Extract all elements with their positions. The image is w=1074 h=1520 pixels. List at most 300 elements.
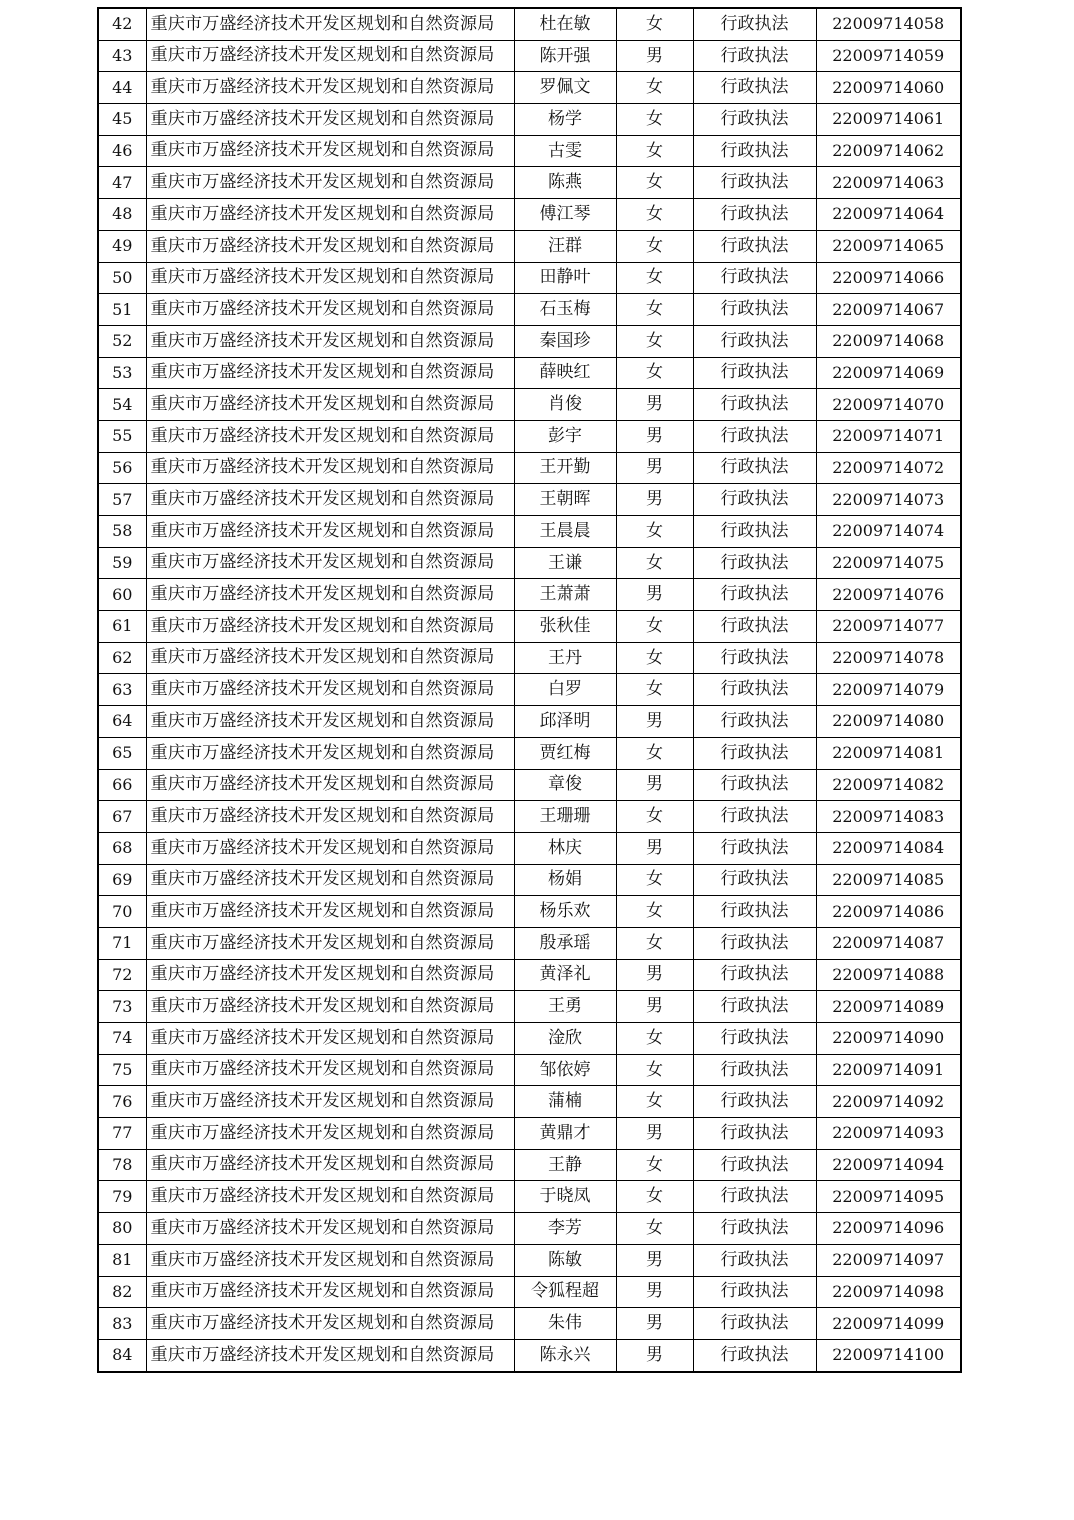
table-row <box>98 674 961 706</box>
exam-number-cell: 22009714070 <box>816 389 961 421</box>
gender-cell: 男 <box>616 484 693 516</box>
exam-number-cell: 22009714058 <box>816 8 961 40</box>
person-name-cell: 肖俊 <box>514 389 616 421</box>
position-category-cell: 行政执法 <box>693 72 816 104</box>
table-row <box>98 896 961 928</box>
gender-cell: 女 <box>616 325 693 357</box>
gender-cell: 女 <box>616 1181 693 1213</box>
table-row <box>98 1244 961 1276</box>
person-name-cell: 王开勤 <box>514 452 616 484</box>
gender-cell: 男 <box>616 959 693 991</box>
serial-number-cell: 72 <box>98 959 146 991</box>
serial-number-cell: 60 <box>98 579 146 611</box>
roster-body <box>98 8 961 1372</box>
table-row <box>98 1086 961 1118</box>
position-category-cell: 行政执法 <box>693 325 816 357</box>
serial-number-cell: 55 <box>98 420 146 452</box>
organization-cell: 重庆市万盛经济技术开发区规划和自然资源局 <box>146 1276 514 1308</box>
person-name-cell: 罗佩文 <box>514 72 616 104</box>
position-category-cell: 行政执法 <box>693 991 816 1023</box>
table-row <box>98 737 961 769</box>
serial-number-cell: 57 <box>98 484 146 516</box>
organization-cell: 重庆市万盛经济技术开发区规划和自然资源局 <box>146 389 514 421</box>
person-name-cell: 薛映红 <box>514 357 616 389</box>
exam-number-cell: 22009714099 <box>816 1308 961 1340</box>
person-name-cell: 王珊珊 <box>514 801 616 833</box>
exam-number-cell: 22009714078 <box>816 642 961 674</box>
organization-cell: 重庆市万盛经济技术开发区规划和自然资源局 <box>146 230 514 262</box>
table-row <box>98 959 961 991</box>
serial-number-cell: 64 <box>98 706 146 738</box>
position-category-cell: 行政执法 <box>693 579 816 611</box>
position-category-cell: 行政执法 <box>693 1181 816 1213</box>
position-category-cell: 行政执法 <box>693 1023 816 1055</box>
position-category-cell: 行政执法 <box>693 1118 816 1150</box>
position-category-cell: 行政执法 <box>693 1213 816 1245</box>
table-row <box>98 706 961 738</box>
person-name-cell: 汪群 <box>514 230 616 262</box>
gender-cell: 女 <box>616 1054 693 1086</box>
exam-number-cell: 22009714065 <box>816 230 961 262</box>
organization-cell: 重庆市万盛经济技术开发区规划和自然资源局 <box>146 1149 514 1181</box>
person-name-cell: 彭宇 <box>514 420 616 452</box>
person-name-cell: 王丹 <box>514 642 616 674</box>
table-row <box>98 579 961 611</box>
position-category-cell: 行政执法 <box>693 167 816 199</box>
serial-number-cell: 53 <box>98 357 146 389</box>
position-category-cell: 行政执法 <box>693 294 816 326</box>
table-row <box>98 1339 961 1371</box>
position-category-cell: 行政执法 <box>693 452 816 484</box>
organization-cell: 重庆市万盛经济技术开发区规划和自然资源局 <box>146 642 514 674</box>
position-category-cell: 行政执法 <box>693 896 816 928</box>
position-category-cell: 行政执法 <box>693 1339 816 1371</box>
person-name-cell: 王晨晨 <box>514 516 616 548</box>
person-name-cell: 贾红梅 <box>514 737 616 769</box>
exam-number-cell: 22009714069 <box>816 357 961 389</box>
position-category-cell: 行政执法 <box>693 864 816 896</box>
serial-number-cell: 48 <box>98 199 146 231</box>
organization-cell: 重庆市万盛经济技术开发区规划和自然资源局 <box>146 199 514 231</box>
position-category-cell: 行政执法 <box>693 1244 816 1276</box>
table-row <box>98 420 961 452</box>
person-name-cell: 杨学 <box>514 104 616 136</box>
organization-cell: 重庆市万盛经济技术开发区规划和自然资源局 <box>146 452 514 484</box>
person-name-cell: 朱伟 <box>514 1308 616 1340</box>
exam-number-cell: 22009714096 <box>816 1213 961 1245</box>
person-name-cell: 陈开强 <box>514 40 616 72</box>
gender-cell: 男 <box>616 1339 693 1371</box>
gender-cell: 女 <box>616 547 693 579</box>
table-row <box>98 389 961 421</box>
exam-number-cell: 22009714100 <box>816 1339 961 1371</box>
exam-number-cell: 22009714072 <box>816 452 961 484</box>
gender-cell: 女 <box>616 896 693 928</box>
serial-number-cell: 44 <box>98 72 146 104</box>
exam-number-cell: 22009714088 <box>816 959 961 991</box>
gender-cell: 男 <box>616 832 693 864</box>
position-category-cell: 行政执法 <box>693 959 816 991</box>
exam-number-cell: 22009714093 <box>816 1118 961 1150</box>
exam-number-cell: 22009714071 <box>816 420 961 452</box>
serial-number-cell: 74 <box>98 1023 146 1055</box>
table-row <box>98 72 961 104</box>
serial-number-cell: 45 <box>98 104 146 136</box>
exam-number-cell: 22009714077 <box>816 611 961 643</box>
serial-number-cell: 43 <box>98 40 146 72</box>
gender-cell: 女 <box>616 167 693 199</box>
table-row <box>98 864 961 896</box>
exam-number-cell: 22009714063 <box>816 167 961 199</box>
organization-cell: 重庆市万盛经济技术开发区规划和自然资源局 <box>146 832 514 864</box>
gender-cell: 男 <box>616 1276 693 1308</box>
person-name-cell: 古雯 <box>514 135 616 167</box>
gender-cell: 女 <box>616 72 693 104</box>
person-name-cell: 令狐程超 <box>514 1276 616 1308</box>
exam-number-cell: 22009714081 <box>816 737 961 769</box>
organization-cell: 重庆市万盛经济技术开发区规划和自然资源局 <box>146 864 514 896</box>
person-name-cell: 王勇 <box>514 991 616 1023</box>
gender-cell: 男 <box>616 769 693 801</box>
position-category-cell: 行政执法 <box>693 1054 816 1086</box>
exam-number-cell: 22009714062 <box>816 135 961 167</box>
table-row <box>98 991 961 1023</box>
serial-number-cell: 50 <box>98 262 146 294</box>
exam-number-cell: 22009714059 <box>816 40 961 72</box>
exam-number-cell: 22009714084 <box>816 832 961 864</box>
serial-number-cell: 49 <box>98 230 146 262</box>
organization-cell: 重庆市万盛经济技术开发区规划和自然资源局 <box>146 8 514 40</box>
person-name-cell: 陈燕 <box>514 167 616 199</box>
position-category-cell: 行政执法 <box>693 104 816 136</box>
person-name-cell: 陈敏 <box>514 1244 616 1276</box>
position-category-cell: 行政执法 <box>693 927 816 959</box>
serial-number-cell: 54 <box>98 389 146 421</box>
gender-cell: 女 <box>616 927 693 959</box>
table-row <box>98 1308 961 1340</box>
organization-cell: 重庆市万盛经济技术开发区规划和自然资源局 <box>146 1339 514 1371</box>
table-row <box>98 642 961 674</box>
serial-number-cell: 80 <box>98 1213 146 1245</box>
table-row <box>98 769 961 801</box>
gender-cell: 女 <box>616 294 693 326</box>
gender-cell: 女 <box>616 262 693 294</box>
person-name-cell: 秦国珍 <box>514 325 616 357</box>
organization-cell: 重庆市万盛经济技术开发区规划和自然资源局 <box>146 1244 514 1276</box>
organization-cell: 重庆市万盛经济技术开发区规划和自然资源局 <box>146 294 514 326</box>
organization-cell: 重庆市万盛经济技术开发区规划和自然资源局 <box>146 1023 514 1055</box>
exam-number-cell: 22009714075 <box>816 547 961 579</box>
table-row <box>98 452 961 484</box>
organization-cell: 重庆市万盛经济技术开发区规划和自然资源局 <box>146 40 514 72</box>
gender-cell: 男 <box>616 420 693 452</box>
gender-cell: 男 <box>616 706 693 738</box>
person-name-cell: 杜在敏 <box>514 8 616 40</box>
person-name-cell: 石玉梅 <box>514 294 616 326</box>
exam-number-cell: 22009714089 <box>816 991 961 1023</box>
position-category-cell: 行政执法 <box>693 547 816 579</box>
exam-number-cell: 22009714060 <box>816 72 961 104</box>
exam-number-cell: 22009714090 <box>816 1023 961 1055</box>
table-row <box>98 516 961 548</box>
position-category-cell: 行政执法 <box>693 1276 816 1308</box>
position-category-cell: 行政执法 <box>693 40 816 72</box>
serial-number-cell: 67 <box>98 801 146 833</box>
exam-number-cell: 22009714094 <box>816 1149 961 1181</box>
serial-number-cell: 77 <box>98 1118 146 1150</box>
table-row <box>98 1023 961 1055</box>
person-name-cell: 于晓凤 <box>514 1181 616 1213</box>
position-category-cell: 行政执法 <box>693 737 816 769</box>
table-row <box>98 801 961 833</box>
organization-cell: 重庆市万盛经济技术开发区规划和自然资源局 <box>146 896 514 928</box>
gender-cell: 女 <box>616 357 693 389</box>
exam-number-cell: 22009714080 <box>816 706 961 738</box>
table-row <box>98 325 961 357</box>
table-row <box>98 357 961 389</box>
position-category-cell: 行政执法 <box>693 769 816 801</box>
serial-number-cell: 46 <box>98 135 146 167</box>
organization-cell: 重庆市万盛经济技术开发区规划和自然资源局 <box>146 1308 514 1340</box>
organization-cell: 重庆市万盛经济技术开发区规划和自然资源局 <box>146 769 514 801</box>
table-row <box>98 1276 961 1308</box>
person-name-cell: 傅江琴 <box>514 199 616 231</box>
gender-cell: 男 <box>616 1308 693 1340</box>
exam-number-cell: 22009714066 <box>816 262 961 294</box>
table-row <box>98 832 961 864</box>
position-category-cell: 行政执法 <box>693 706 816 738</box>
table-row <box>98 611 961 643</box>
gender-cell: 女 <box>616 230 693 262</box>
serial-number-cell: 78 <box>98 1149 146 1181</box>
serial-number-cell: 81 <box>98 1244 146 1276</box>
table-row <box>98 1118 961 1150</box>
organization-cell: 重庆市万盛经济技术开发区规划和自然资源局 <box>146 1181 514 1213</box>
exam-number-cell: 22009714083 <box>816 801 961 833</box>
exam-number-cell: 22009714092 <box>816 1086 961 1118</box>
organization-cell: 重庆市万盛经济技术开发区规划和自然资源局 <box>146 801 514 833</box>
serial-number-cell: 76 <box>98 1086 146 1118</box>
person-name-cell: 陈永兴 <box>514 1339 616 1371</box>
table-row <box>98 1213 961 1245</box>
serial-number-cell: 51 <box>98 294 146 326</box>
position-category-cell: 行政执法 <box>693 516 816 548</box>
position-category-cell: 行政执法 <box>693 389 816 421</box>
table-row <box>98 294 961 326</box>
gender-cell: 女 <box>616 642 693 674</box>
position-category-cell: 行政执法 <box>693 8 816 40</box>
table-row <box>98 40 961 72</box>
table-row <box>98 262 961 294</box>
gender-cell: 女 <box>616 104 693 136</box>
person-name-cell: 林庆 <box>514 832 616 864</box>
exam-number-cell: 22009714098 <box>816 1276 961 1308</box>
serial-number-cell: 75 <box>98 1054 146 1086</box>
serial-number-cell: 71 <box>98 927 146 959</box>
table-row <box>98 1054 961 1086</box>
gender-cell: 男 <box>616 452 693 484</box>
person-name-cell: 杨乐欢 <box>514 896 616 928</box>
table-row <box>98 1181 961 1213</box>
gender-cell: 女 <box>616 801 693 833</box>
gender-cell: 女 <box>616 199 693 231</box>
organization-cell: 重庆市万盛经济技术开发区规划和自然资源局 <box>146 611 514 643</box>
serial-number-cell: 42 <box>98 8 146 40</box>
organization-cell: 重庆市万盛经济技术开发区规划和自然资源局 <box>146 959 514 991</box>
gender-cell: 女 <box>616 864 693 896</box>
organization-cell: 重庆市万盛经济技术开发区规划和自然资源局 <box>146 579 514 611</box>
serial-number-cell: 65 <box>98 737 146 769</box>
serial-number-cell: 68 <box>98 832 146 864</box>
table-row <box>98 199 961 231</box>
table-row <box>98 927 961 959</box>
person-name-cell: 王朝晖 <box>514 484 616 516</box>
exam-number-cell: 22009714064 <box>816 199 961 231</box>
serial-number-cell: 61 <box>98 611 146 643</box>
gender-cell: 男 <box>616 389 693 421</box>
gender-cell: 男 <box>616 1244 693 1276</box>
serial-number-cell: 84 <box>98 1339 146 1371</box>
position-category-cell: 行政执法 <box>693 135 816 167</box>
position-category-cell: 行政执法 <box>693 1086 816 1118</box>
table-row <box>98 547 961 579</box>
position-category-cell: 行政执法 <box>693 420 816 452</box>
person-name-cell: 白罗 <box>514 674 616 706</box>
person-name-cell: 章俊 <box>514 769 616 801</box>
person-name-cell: 邹依婷 <box>514 1054 616 1086</box>
organization-cell: 重庆市万盛经济技术开发区规划和自然资源局 <box>146 325 514 357</box>
gender-cell: 男 <box>616 1118 693 1150</box>
position-category-cell: 行政执法 <box>693 230 816 262</box>
organization-cell: 重庆市万盛经济技术开发区规划和自然资源局 <box>146 991 514 1023</box>
person-name-cell: 王谦 <box>514 547 616 579</box>
exam-number-cell: 22009714087 <box>816 927 961 959</box>
person-name-cell: 李芳 <box>514 1213 616 1245</box>
person-name-cell: 杨娟 <box>514 864 616 896</box>
exam-number-cell: 22009714068 <box>816 325 961 357</box>
exam-number-cell: 22009714067 <box>816 294 961 326</box>
gender-cell: 女 <box>616 1023 693 1055</box>
exam-number-cell: 22009714095 <box>816 1181 961 1213</box>
gender-cell: 女 <box>616 8 693 40</box>
organization-cell: 重庆市万盛经济技术开发区规划和自然资源局 <box>146 674 514 706</box>
organization-cell: 重庆市万盛经济技术开发区规划和自然资源局 <box>146 1118 514 1150</box>
serial-number-cell: 59 <box>98 547 146 579</box>
position-category-cell: 行政执法 <box>693 832 816 864</box>
gender-cell: 女 <box>616 516 693 548</box>
serial-number-cell: 83 <box>98 1308 146 1340</box>
position-category-cell: 行政执法 <box>693 611 816 643</box>
position-category-cell: 行政执法 <box>693 642 816 674</box>
gender-cell: 女 <box>616 611 693 643</box>
table-row <box>98 8 961 40</box>
exam-number-cell: 22009714076 <box>816 579 961 611</box>
exam-number-cell: 22009714097 <box>816 1244 961 1276</box>
gender-cell: 女 <box>616 674 693 706</box>
exam-number-cell: 22009714091 <box>816 1054 961 1086</box>
organization-cell: 重庆市万盛经济技术开发区规划和自然资源局 <box>146 1086 514 1118</box>
serial-number-cell: 69 <box>98 864 146 896</box>
position-category-cell: 行政执法 <box>693 484 816 516</box>
gender-cell: 女 <box>616 135 693 167</box>
table-row <box>98 484 961 516</box>
serial-number-cell: 47 <box>98 167 146 199</box>
position-category-cell: 行政执法 <box>693 262 816 294</box>
serial-number-cell: 62 <box>98 642 146 674</box>
organization-cell: 重庆市万盛经济技术开发区规划和自然资源局 <box>146 357 514 389</box>
organization-cell: 重庆市万盛经济技术开发区规划和自然资源局 <box>146 104 514 136</box>
serial-number-cell: 82 <box>98 1276 146 1308</box>
gender-cell: 男 <box>616 40 693 72</box>
position-category-cell: 行政执法 <box>693 674 816 706</box>
position-category-cell: 行政执法 <box>693 1308 816 1340</box>
table-row <box>98 104 961 136</box>
exam-number-cell: 22009714061 <box>816 104 961 136</box>
organization-cell: 重庆市万盛经济技术开发区规划和自然资源局 <box>146 1213 514 1245</box>
person-name-cell: 张秋佳 <box>514 611 616 643</box>
organization-cell: 重庆市万盛经济技术开发区规划和自然资源局 <box>146 484 514 516</box>
serial-number-cell: 63 <box>98 674 146 706</box>
exam-number-cell: 22009714073 <box>816 484 961 516</box>
exam-number-cell: 22009714079 <box>816 674 961 706</box>
person-name-cell: 王静 <box>514 1149 616 1181</box>
exam-number-cell: 22009714086 <box>816 896 961 928</box>
exam-number-cell: 22009714074 <box>816 516 961 548</box>
person-name-cell: 王萧萧 <box>514 579 616 611</box>
serial-number-cell: 52 <box>98 325 146 357</box>
person-name-cell: 淦欣 <box>514 1023 616 1055</box>
organization-cell: 重庆市万盛经济技术开发区规划和自然资源局 <box>146 1054 514 1086</box>
table-row <box>98 1149 961 1181</box>
table-row <box>98 230 961 262</box>
serial-number-cell: 73 <box>98 991 146 1023</box>
serial-number-cell: 79 <box>98 1181 146 1213</box>
person-name-cell: 蒲楠 <box>514 1086 616 1118</box>
organization-cell: 重庆市万盛经济技术开发区规划和自然资源局 <box>146 706 514 738</box>
person-name-cell: 黄鼎才 <box>514 1118 616 1150</box>
organization-cell: 重庆市万盛经济技术开发区规划和自然资源局 <box>146 135 514 167</box>
position-category-cell: 行政执法 <box>693 357 816 389</box>
exam-number-cell: 22009714085 <box>816 864 961 896</box>
table-row <box>98 135 961 167</box>
person-name-cell: 田静叶 <box>514 262 616 294</box>
gender-cell: 女 <box>616 1213 693 1245</box>
serial-number-cell: 58 <box>98 516 146 548</box>
person-name-cell: 殷承瑶 <box>514 927 616 959</box>
serial-number-cell: 56 <box>98 452 146 484</box>
organization-cell: 重庆市万盛经济技术开发区规划和自然资源局 <box>146 72 514 104</box>
organization-cell: 重庆市万盛经济技术开发区规划和自然资源局 <box>146 547 514 579</box>
person-name-cell: 黄泽礼 <box>514 959 616 991</box>
position-category-cell: 行政执法 <box>693 199 816 231</box>
person-name-cell: 邱泽明 <box>514 706 616 738</box>
gender-cell: 女 <box>616 737 693 769</box>
position-category-cell: 行政执法 <box>693 1149 816 1181</box>
gender-cell: 男 <box>616 579 693 611</box>
gender-cell: 女 <box>616 1086 693 1118</box>
organization-cell: 重庆市万盛经济技术开发区规划和自然资源局 <box>146 927 514 959</box>
roster-table <box>97 7 962 1373</box>
organization-cell: 重庆市万盛经济技术开发区规划和自然资源局 <box>146 262 514 294</box>
organization-cell: 重庆市万盛经济技术开发区规划和自然资源局 <box>146 420 514 452</box>
serial-number-cell: 66 <box>98 769 146 801</box>
organization-cell: 重庆市万盛经济技术开发区规划和自然资源局 <box>146 737 514 769</box>
organization-cell: 重庆市万盛经济技术开发区规划和自然资源局 <box>146 516 514 548</box>
table-row <box>98 167 961 199</box>
position-category-cell: 行政执法 <box>693 801 816 833</box>
gender-cell: 男 <box>616 991 693 1023</box>
organization-cell: 重庆市万盛经济技术开发区规划和自然资源局 <box>146 167 514 199</box>
